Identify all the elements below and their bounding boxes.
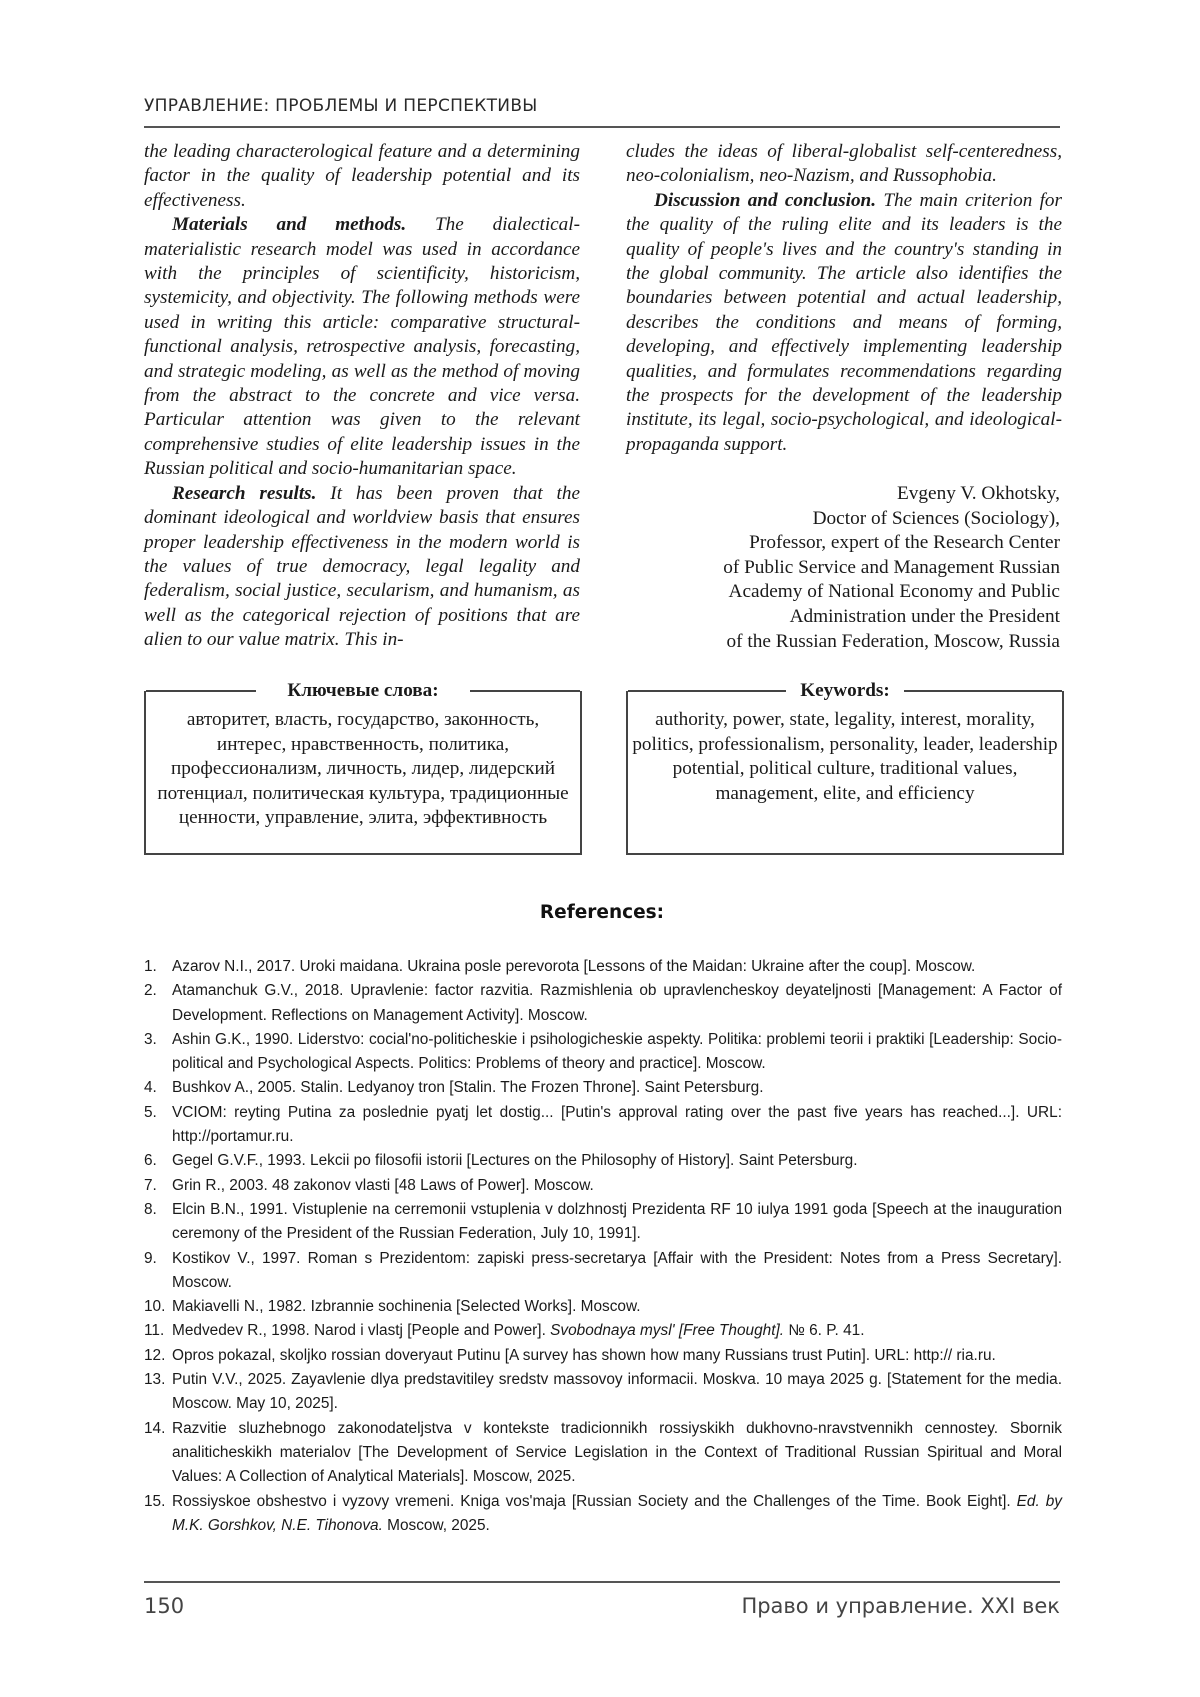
abstract-right-column (626, 140, 1062, 457)
materials-methods-paragraph: Materials and methods. The dialectical-materialistic research model was used in accordance with the principles of scientificity, historicism, systemicity, and objectivity. The following methods were used in writing this article: comparative structural-functional analysis, retrospective analysis, forecasting, and strategic modeling, as well as the method of moving from the abstract to the concrete and vice versa. Particular attention was given to the relevant comprehensive studies of elite leadership issues in the Russian political and socio-humanitarian space. (144, 214, 580, 480)
reference-item: 12. Opros pokazal, skoljko rossian doveryaut Putinu [A survey has shown how many Russians trust Putin]. URL: http:// ria.ru. (144, 1346, 996, 1364)
author-affiliation-line: Administration under the President (789, 605, 1060, 627)
reference-item: 8. Elcin B.N., 1991. Vistuplenie na cerremonii vstuplenia v dolzhnostj Prezidenta RF 10 iulya 1991 goda [Speech at the inauguration ceremony of the President of the Russian Federation, July 10, 1991]. (144, 1200, 1062, 1243)
reference-item: 10. Makiavelli N., 1982. Izbrannie sochinenia [Selected Works]. Moscow. (144, 1298, 641, 1316)
section-label: Research results. (172, 482, 317, 504)
author-affiliation-line: of the Russian Federation, Moscow, Russia (726, 630, 1060, 652)
editors: Ed. by M.K. Gorshkov, N.E. Tihonova. (172, 1492, 1062, 1534)
references-list (144, 955, 1062, 1538)
reference-item: 2. Atamanchuk G.V., 2018. Upravlenie: factor razvitia. Razmishlenia ob upravlencheskoy deyateljnosti [Management: A Factor of Development. Reflections on Management Activity]. Moscow. (144, 982, 1062, 1024)
page-number: 150 (144, 1594, 185, 1618)
author-degree: Doctor of Sciences (Sociology), (812, 507, 1060, 529)
section-label: Discussion and conclusion. (654, 189, 877, 211)
abstract-paragraph: the leading characterological feature and a determining factor in the quality of leadership potential and its effectiveness. (144, 141, 580, 211)
reference-item: 11. Medvedev R., 1998. Narod i vlastj [People and Power]. Svobodnaya mysl' [Free Thought]. № 6. P. 41. (144, 1322, 865, 1340)
author-affiliation-line: of Public Service and Management Russian (723, 556, 1060, 578)
reference-item: 5. VCIOM: reyting Putina za poslednie pyatj let dostig... [Putin's approval rating over the past five years has reached...]. URL: http://portamur.ru. (144, 1103, 1062, 1146)
author-affiliation-line: Professor, expert of the Research Center (749, 532, 1060, 554)
discussion-conclusion-paragraph: Discussion and conclusion. The main criterion for the quality of the ruling elite and its leaders is the quality of people's lives and the country's standing in the global community. The article also identifies the boundaries between potential and actual leadership, describes the conditions and means of forming, developing, and effectively implementing leadership qualities, and formulates recommendations regarding the prospects for the development of the leadership institute, its legal, socio-psychological, and ideological-propaganda support. (626, 189, 1062, 455)
author-affiliation-line: Academy of National Economy and Public (728, 581, 1060, 603)
abstract-left-column (144, 140, 580, 653)
abstract-paragraph: cludes the ideas of liberal-globalist self-centeredness, neo-colonialism, neo-Nazism, and Russophobia. (626, 141, 1062, 187)
journal-title: Svobodnaya mysl' [Free Thought]. (550, 1322, 785, 1340)
keywords-en-label: Keywords: (800, 680, 890, 701)
reference-item: 7. Grin R., 2003. 48 zakonov vlasti [48 Laws of Power]. Moscow. (144, 1176, 594, 1194)
author-affiliation (626, 482, 1060, 654)
keywords-ru-label: Ключевые слова: (287, 680, 439, 701)
journal-name: Право и управление. XXI век (741, 1594, 1060, 1618)
reference-item: 6. Gegel G.V.F., 1993. Lekcii po filosofii istorii [Lectures on the Philosophy of History]. Saint Petersburg. (144, 1152, 858, 1170)
keywords-en-text: authority, power, state, legality, interest, morality, politics, professionalism, personality, leader, leadership potential, political culture, traditional values, management, elite, and efficiency (632, 709, 1058, 804)
research-results-paragraph: Research results. It has been proven that the dominant ideological and worldview basis that ensures proper leadership effectiveness in the modern world is the values of true democracy, legal legality and federalism, social justice, secularism, and humanism, as well as the categorical rejection of positions that are alien to our value matrix. This in- (144, 482, 580, 651)
keywords-ru-text: авторитет, власть, государство, законность, интерес, нравственность, политика, профессионализм, личность, лидер, лидерский потенциал, политическая культура, традиционные ценности, управление, элита, эффективность (157, 709, 569, 829)
section-title: УПРАВЛЕНИЕ: ПРОБЛЕМЫ И ПЕРСПЕКТИВЫ (144, 96, 538, 116)
reference-item: 15. Rossiyskoe obshestvo i vyzovy vremeni. Kniga vos'maja [Russian Society and the Challenges of the Time. Book Eight]. Ed. by M.K. Gorshkov, N.E. Tihonova. Moscow, 2025. (144, 1492, 1062, 1534)
reference-item: 4. Bushkov A., 2005. Stalin. Ledyanoy tron [Stalin. The Frozen Throne]. Saint Petersburg. (144, 1079, 764, 1097)
running-header (144, 96, 1060, 116)
author-name: Evgeny V. Okhotsky, (896, 483, 1060, 504)
reference-item: 9. Kostikov V., 1997. Roman s Prezidentom: zapiski press-secretarya [Affair with the President: Notes from a Press Secretary]. Moscow. (144, 1249, 1062, 1291)
references-title: References: (539, 902, 665, 923)
footer-rule (144, 1581, 1060, 1583)
keywords-ru-box (144, 680, 582, 855)
reference-item: 14. Razvitie sluzhebnogo zakonodateljstva v kontekste tradicionnikh rossiyskikh dukhovno-nravstvennikh cennostey. Sbornik analiticheskikh materialov [The Development of Service Legislation in the Context of Traditional Russian Spiritual and Moral Values: A Collection of Analytical Materials]. Moscow, 2025. (144, 1419, 1062, 1486)
reference-item: 13. Putin V.V., 2025. Zayavlenie dlya predstavitiley sredstv massovoy informacii. Moskva. 10 maya 2025 g. [Statement for the media. Moscow. May 10, 2025]. (144, 1371, 1062, 1413)
reference-item: 1. Azarov N.I., 2017. Uroki maidana. Ukraina posle perevorota [Lessons of the Maidan: Ukraine after the coup]. Moscow. (144, 958, 976, 975)
header-rule (144, 126, 1060, 128)
keywords-en-box (626, 680, 1064, 855)
section-label: Materials and methods. (172, 214, 407, 236)
reference-item: 3. Ashin G.K., 1990. Liderstvo: cocial'no-politicheskie i psihologicheskie aspekty. Politika: problemi teorii i praktiki [Leadership: Socio-political and Psychological Aspects. Politics: Problems of theory and practice]. Moscow. (144, 1030, 1062, 1073)
